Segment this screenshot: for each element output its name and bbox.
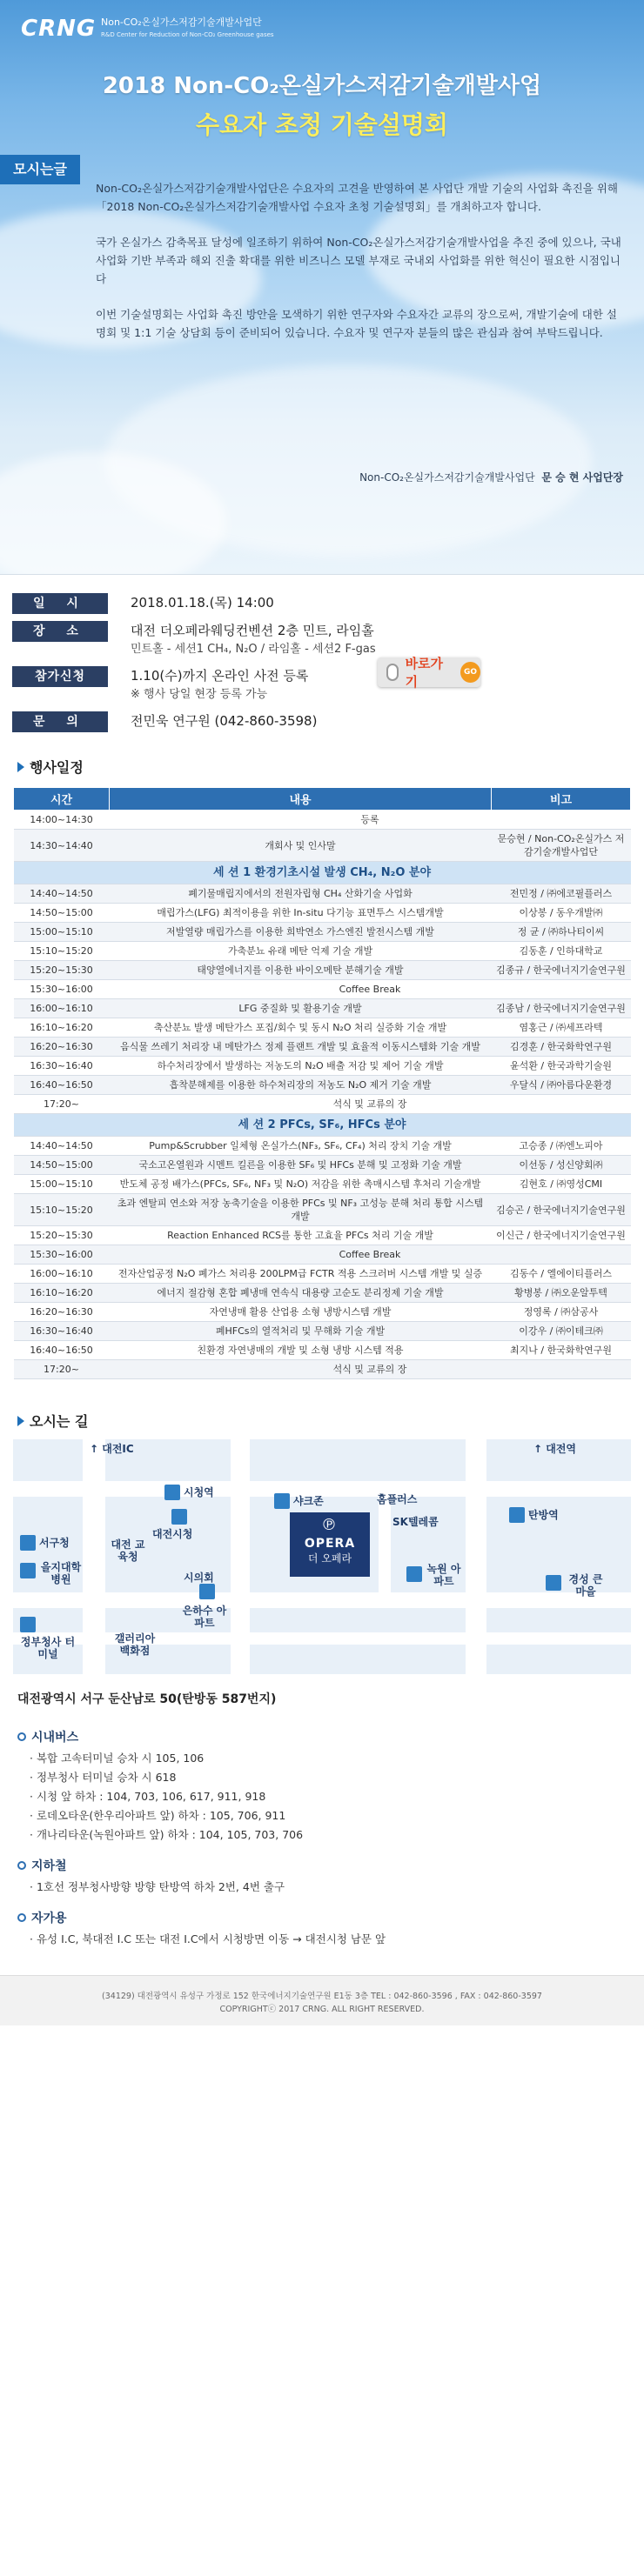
table-cell-note: 김종남 / 한국에너지기술연구원	[492, 999, 631, 1018]
signature-name: 문 승 현 사업단장	[541, 471, 623, 484]
table-row	[14, 1076, 631, 1095]
greeting-text	[96, 179, 627, 359]
table-cell-time: 14:40~14:50	[14, 884, 110, 904]
table-cell-content: 개회사 및 인사말	[110, 830, 492, 862]
opera-emblem-icon: ℗	[321, 1516, 337, 1534]
table-row	[14, 1057, 631, 1076]
table-row	[14, 1038, 631, 1057]
table-row	[14, 830, 631, 862]
transport-group-subway	[17, 1857, 644, 1897]
map-label-seogu-office: 서구청	[39, 1537, 70, 1549]
go-badge: GO	[460, 662, 480, 683]
table-row	[14, 1137, 631, 1156]
table-row	[14, 811, 631, 830]
list-item: · 개나리타운(녹원아파트 앞) 하차 : 104, 105, 703, 706	[30, 1828, 304, 1841]
building-icon	[20, 1563, 36, 1578]
map-label-nokwon-apt: 녹원 아파트	[426, 1563, 461, 1587]
table-cell-time: 15:00~15:10	[14, 1175, 110, 1194]
session-title: 세 션 2 PFCs, SF₆, HFCs 분야	[14, 1114, 631, 1137]
footer-address: (34129) 대전광역시 유성구 가정로 152 한국에너지기술연구원 E1동 3층 TEL : 042-860-3596 , FAX : 042-860-3597	[102, 1992, 542, 2001]
logo-bar	[21, 12, 274, 45]
table-cell-content: 태양열에너지를 이용한 바이오메탄 분해기술 개발	[110, 961, 492, 980]
register-note: ※ 행사 당일 현장 등록 가능	[131, 688, 268, 701]
table-cell-time: 16:00~16:10	[14, 999, 110, 1018]
table-cell-note: 전민정 / ㈜에코필플러스	[492, 884, 631, 904]
map-label-city-hall-station: 시청역	[184, 1486, 214, 1498]
building-icon	[171, 1509, 187, 1525]
table-cell-time: 16:40~16:50	[14, 1341, 110, 1360]
transport-list	[17, 1749, 644, 1845]
table-cell-note: 김경훈 / 한국화학연구원	[492, 1038, 631, 1057]
table-cell-content: Pump&Scrubber 일체형 온실가스(NF₃, SF₆, CF₄) 처리 장치 기술 개발	[110, 1137, 492, 1156]
table-row	[14, 884, 631, 904]
table-row	[14, 1265, 631, 1284]
table-cell-content: 폐HFCs의 열적처리 및 무해화 기술 개발	[110, 1322, 492, 1341]
transport-list	[17, 1930, 644, 1949]
list-item: · 시청 앞 하차 : 104, 703, 106, 617, 911, 918	[30, 1790, 266, 1803]
table-cell-content: 축산분뇨 발생 메탄가스 포집/회수 및 동시 N₂O 처리 실증화 기술 개발	[110, 1018, 492, 1038]
table-cell-note: 최지나 / 한국화학연구원	[492, 1341, 631, 1360]
table-cell-content: 국소고온열원과 시멘트 킬른을 이용한 SF₆ 및 HFCs 분해 및 고정화 기술 개발	[110, 1156, 492, 1175]
map-label-daejeon-station: ↑ 대전역	[533, 1443, 577, 1455]
building-icon	[20, 1535, 36, 1551]
list-item: · 복합 고속터미널 승차 시 105, 106	[30, 1752, 205, 1765]
table-cell-content: 자연냉매 활용 산업용 소형 냉방시스템 개발	[110, 1303, 492, 1322]
break-row	[14, 1360, 631, 1379]
transport-title-text: 자가용	[31, 1912, 67, 1925]
building-icon	[406, 1566, 422, 1582]
table-cell-content: 에너지 절감형 혼합 폐냉매 연속식 대용량 고순도 분리정제 기술 개발	[110, 1284, 492, 1303]
venue-name-en: OPERA	[304, 1537, 356, 1551]
table-row	[14, 1284, 631, 1303]
event-title: 2018 Non-CO₂온실가스저감기술개발사업	[102, 73, 542, 99]
table-cell-content: 석식 및 교류의 장	[110, 1360, 631, 1379]
map-label-sacks-town: 샤크존	[293, 1495, 324, 1507]
schedule-body	[14, 811, 631, 1379]
event-info	[0, 574, 644, 748]
table-cell-content: LFG 중질화 및 활용기술 개발	[110, 999, 492, 1018]
table-cell-note: 김종규 / 한국에너지기술연구원	[492, 961, 631, 980]
list-item: · 정부청사 터미널 승차 시 618	[30, 1771, 177, 1784]
info-contact	[12, 711, 317, 732]
signature	[359, 470, 623, 484]
table-cell-time: 15:00~15:10	[14, 923, 110, 942]
map-label-tanbang-station: 탄방역	[528, 1509, 559, 1521]
schedule-title	[0, 757, 644, 777]
table-cell-note: 윤석환 / 한국과학기술원	[492, 1057, 631, 1076]
directions-title-text: 오시는 길	[30, 1413, 89, 1430]
table-cell-time: 14:50~15:00	[14, 904, 110, 923]
table-cell-content: Coffee Break	[110, 980, 631, 999]
list-item: · 유성 I.C, 북대전 I.C 또는 대전 I.C에서 시청방면 이동 → 대전시청 남문 앞	[30, 1932, 386, 1945]
date-value: 2018.01.18.(목) 14:00	[131, 595, 274, 611]
table-row	[14, 961, 631, 980]
table-cell-time: 16:20~16:30	[14, 1038, 110, 1057]
table-cell-note: 김현호 / ㈜영성CMI	[492, 1175, 631, 1194]
table-cell-note: 고승종 / ㈜엔노피아	[492, 1137, 631, 1156]
list-item: · 로데오타운(한우리아파트 앞) 하차 : 105, 706, 911	[30, 1809, 286, 1822]
register-value	[131, 666, 308, 704]
table-row	[14, 923, 631, 942]
map-label-city-council: 시의회	[184, 1572, 214, 1584]
map-label-terminal: 정부청사 터미널	[20, 1636, 76, 1660]
session-title: 세 션 1 환경기초시설 발생 CH₄, N₂O 분야	[14, 862, 631, 884]
transport-title	[17, 1857, 644, 1874]
event-subtitle: 수요자 초청 기술설명회	[196, 110, 448, 139]
table-cell-note: 이선동 / 성신양회㈜	[492, 1156, 631, 1175]
table-cell-note: 이상봉 / 동우개발㈜	[492, 904, 631, 923]
table-cell-note: 우달식 / ㈜아름다운환경	[492, 1076, 631, 1095]
map-label-sk-tower: SK텔레콤	[392, 1516, 439, 1528]
map-label-galleria: 갤러리아 백화점	[114, 1632, 156, 1657]
table-cell-time: 14:30~14:40	[14, 830, 110, 862]
list-item: · 1호선 정부청사방향 방향 탄방역 하차 2번, 4번 출구	[30, 1880, 285, 1893]
place-label: 장 소	[12, 621, 108, 642]
venue-name-ko: 더 오페라	[307, 1552, 352, 1565]
table-cell-content: 흡착분해제를 이용한 하수처리장의 저농도 N₂O 제거 기술 개발	[110, 1076, 492, 1095]
subway-icon	[509, 1507, 525, 1523]
break-row	[14, 980, 631, 999]
table-row	[14, 1341, 631, 1360]
table-cell-time: 15:30~16:00	[14, 980, 110, 999]
place-main: 대전 더오페라웨딩컨벤션 2층 민트, 라임홀	[131, 623, 374, 638]
map-label-edu-office: 대전 교육청	[111, 1538, 145, 1563]
table-cell-note: 김동훈 / 인하대학교	[492, 942, 631, 961]
table-row	[14, 1018, 631, 1038]
crng-logo: CRNG	[21, 16, 97, 42]
column-header: 시간	[14, 788, 110, 811]
table-cell-content: 폐기물매립지에서의 전원자립형 CH₄ 산화기술 사업화	[110, 884, 492, 904]
schedule-section	[0, 748, 644, 1379]
info-register	[12, 666, 308, 704]
table-row	[14, 942, 631, 961]
directions-title	[0, 1411, 644, 1431]
venue-marker	[290, 1512, 370, 1577]
transport-group-car	[17, 1909, 644, 1949]
table-row	[14, 1322, 631, 1341]
building-icon	[274, 1493, 290, 1509]
transport-group-bus	[17, 1728, 644, 1845]
break-row	[14, 1245, 631, 1265]
schedule-table	[13, 787, 631, 1379]
triangle-bullet-icon	[17, 1416, 24, 1426]
greeting-paragraph: Non-CO₂온실가스저감기술개발사업단은 수요자의 고견을 반영하여 본 사업단 개발 기술의 사업화 촉진을 위해 「2018 Non-CO₂온실가스저감기술개발사업 수요자 초청 기술설명회」를 개최하고자 합니다.	[96, 182, 618, 213]
break-row	[14, 1095, 631, 1114]
place-value	[131, 621, 376, 659]
table-row	[14, 999, 631, 1018]
register-go-button[interactable]	[378, 656, 480, 690]
greeting-paragraph: 이번 기술설명회는 사업화 촉진 방안을 모색하기 위한 연구자와 수요자간 교류의 장으로써, 개발기술에 대한 설명회 및 1:1 기술 상담회 등이 준비되어 있습니다. 수요자 및 연구자 분들의 많은 관심과 참여 부탁드립니다.	[96, 308, 618, 339]
table-cell-content: 친환경 자연냉매의 개발 및 소형 냉방 시스템 적용	[110, 1341, 492, 1360]
map-label-gyeongseong-apt: 경성 큰마을	[568, 1573, 603, 1598]
table-cell-time: 15:30~16:00	[14, 1245, 110, 1265]
table-row	[14, 1156, 631, 1175]
greeting-paragraph: 국가 온실가스 감축목표 달성에 일조하기 위하여 Non-CO₂온실가스저감기술개발사업을 추진 중에 있으나, 국내 사업화 기반 부족과 해외 진출 확대를 위한 비즈니스 모델 부재로 국내외 사업화를 위한 혁신이 필요한 시점입니다	[96, 236, 621, 285]
table-cell-time: 14:40~14:50	[14, 1137, 110, 1156]
map-label-eulji-hospital: 을지대학 병원	[40, 1561, 82, 1585]
venue-address: 대전광역시 서구 둔산남로 50(탄방동 587번지)	[17, 1692, 277, 1706]
greeting-label: 모시는글	[0, 155, 80, 184]
table-cell-time: 17:20~	[14, 1360, 110, 1379]
session-header-row	[14, 862, 631, 884]
hero-banner	[0, 0, 644, 574]
table-cell-content: 하수처리장에서 발생하는 저농도의 N₂O 배출 저감 및 제어 기술 개발	[110, 1057, 492, 1076]
table-cell-time: 17:20~	[14, 1095, 110, 1114]
table-cell-content: 초과 엔탈피 연소와 저장 농축기술을 이용한 PFCs 및 NF₃ 고성능 분해 처리 통합 시스템 개발	[110, 1194, 492, 1226]
table-cell-note: 김승곤 / 한국에너지기술연구원	[492, 1194, 631, 1226]
org-name-en: R&D Center for Reduction of Non-CO₂ Greenhouse gases	[101, 31, 274, 38]
map-label-homeplus: 홈플러스	[377, 1493, 418, 1505]
table-cell-note: 염홍근 / ㈜세프라텍	[492, 1018, 631, 1038]
footer-copyright: COPYRIGHTⓒ 2017 CRNG. ALL RIGHT RESERVED.	[219, 2005, 425, 2014]
table-cell-content: 가축분뇨 유래 메탄 억제 기술 개발	[110, 942, 492, 961]
contact-label: 문 의	[12, 711, 108, 732]
table-cell-content: 전자산업공정 N₂O 폐가스 처리용 200LPM급 FCTR 적용 스크러버 시스템 개발 및 실증	[110, 1265, 492, 1284]
go-button-label: 바로가기	[405, 656, 444, 690]
schedule-title-text: 행사일정	[30, 759, 84, 776]
table-cell-content: 저발열량 매립가스를 이용한 희박연소 가스엔진 발전시스템 개발	[110, 923, 492, 942]
info-date	[12, 593, 274, 614]
transport-title	[17, 1909, 644, 1926]
contact-value: 전민욱 연구원 (042-860-3598)	[131, 713, 318, 729]
mouse-icon	[386, 664, 399, 681]
table-cell-time: 14:00~14:30	[14, 811, 110, 830]
map-label-eunha-apt: 은하수 아파트	[182, 1605, 227, 1629]
divider	[0, 574, 644, 575]
map-label-city-hall: 대전시청	[152, 1528, 193, 1540]
table-cell-time: 15:10~15:20	[14, 1194, 110, 1226]
table-cell-time: 15:20~15:30	[14, 961, 110, 980]
table-cell-note: 정영록 / ㈜삼공사	[492, 1303, 631, 1322]
table-cell-note: 김동수 / 엘에이티플러스	[492, 1265, 631, 1284]
table-cell-note: 황병봉 / ㈜오운알투텍	[492, 1284, 631, 1303]
table-row	[14, 1175, 631, 1194]
footer	[0, 1975, 644, 2025]
map-label-daejeon-ic: ↑ 대전IC	[90, 1443, 134, 1455]
info-place	[12, 621, 376, 659]
table-cell-time: 16:40~16:50	[14, 1076, 110, 1095]
building-icon	[199, 1584, 215, 1599]
column-header: 내용	[110, 788, 492, 811]
table-cell-content: 석식 및 교류의 장	[110, 1095, 631, 1114]
building-icon	[546, 1575, 561, 1591]
table-cell-note: 정 균 / ㈜하나티이씨	[492, 923, 631, 942]
column-header: 비고	[492, 788, 631, 811]
table-header-row	[14, 788, 631, 811]
place-detail: 민트홀 - 세션1 CH₄, N₂O / 라임홀 - 세션2 F-gas	[131, 643, 376, 656]
building-icon	[164, 1485, 180, 1500]
bus-icon	[20, 1617, 36, 1632]
table-cell-content: 매립가스(LFG) 최적이용을 위한 In-situ 다기능 표면투스 시스템개발	[110, 904, 492, 923]
table-row	[14, 1303, 631, 1322]
org-name-ko: Non-CO₂온실가스저감기술개발사업단	[101, 17, 262, 28]
table-cell-time: 16:00~16:10	[14, 1265, 110, 1284]
table-cell-time: 16:20~16:30	[14, 1303, 110, 1322]
directions-section	[0, 1379, 644, 1949]
table-cell-content: 반도체 공정 배가스(PFCs, SF₆, NF₃ 및 N₂O) 저감을 위한 촉매시스템 후처리 기술개발	[110, 1175, 492, 1194]
transport-info	[0, 1707, 644, 1949]
register-label: 참가신청	[12, 666, 108, 687]
table-cell-note: 이강우 / ㈜이테크㈜	[492, 1322, 631, 1341]
date-label: 일 시	[12, 593, 108, 614]
table-row	[14, 1194, 631, 1226]
location-map	[13, 1439, 631, 1674]
signature-org: Non-CO₂온실가스저감기술개발사업단	[359, 471, 535, 484]
circle-bullet-icon	[17, 1861, 26, 1870]
transport-title	[17, 1728, 644, 1745]
transport-list	[17, 1878, 644, 1897]
session-header-row	[14, 1114, 631, 1137]
transport-title-text: 지하철	[31, 1859, 67, 1873]
table-cell-content: Reaction Enhanced RCS를 통한 고효율 PFCs 처리 기술 개발	[110, 1226, 492, 1245]
table-row	[14, 904, 631, 923]
transport-title-text: 시내버스	[31, 1731, 79, 1745]
table-cell-time: 16:10~16:20	[14, 1284, 110, 1303]
triangle-bullet-icon	[17, 762, 24, 772]
org-name	[101, 17, 274, 41]
table-cell-content: 음식물 쓰레기 처리장 내 메탄가스 정제 플랜트 개발 및 효율적 이동시스템화 기술 개발	[110, 1038, 492, 1057]
table-cell-note: 이신근 / 한국에너지기술연구원	[492, 1226, 631, 1245]
circle-bullet-icon	[17, 1913, 26, 1922]
register-main: 1.10(수)까지 온라인 사전 등록	[131, 668, 309, 684]
table-cell-time: 16:30~16:40	[14, 1057, 110, 1076]
table-cell-time: 16:10~16:20	[14, 1018, 110, 1038]
table-cell-time: 15:10~15:20	[14, 942, 110, 961]
circle-bullet-icon	[17, 1732, 26, 1741]
table-cell-time: 15:20~15:30	[14, 1226, 110, 1245]
table-row	[14, 1226, 631, 1245]
table-cell-time: 14:50~15:00	[14, 1156, 110, 1175]
table-cell-content: Coffee Break	[110, 1245, 631, 1265]
table-cell-note: 문승현 / Non-CO₂온실가스 저감기술개발사업단	[492, 830, 631, 862]
table-cell-content: 등록	[110, 811, 631, 830]
table-cell-time: 16:30~16:40	[14, 1322, 110, 1341]
